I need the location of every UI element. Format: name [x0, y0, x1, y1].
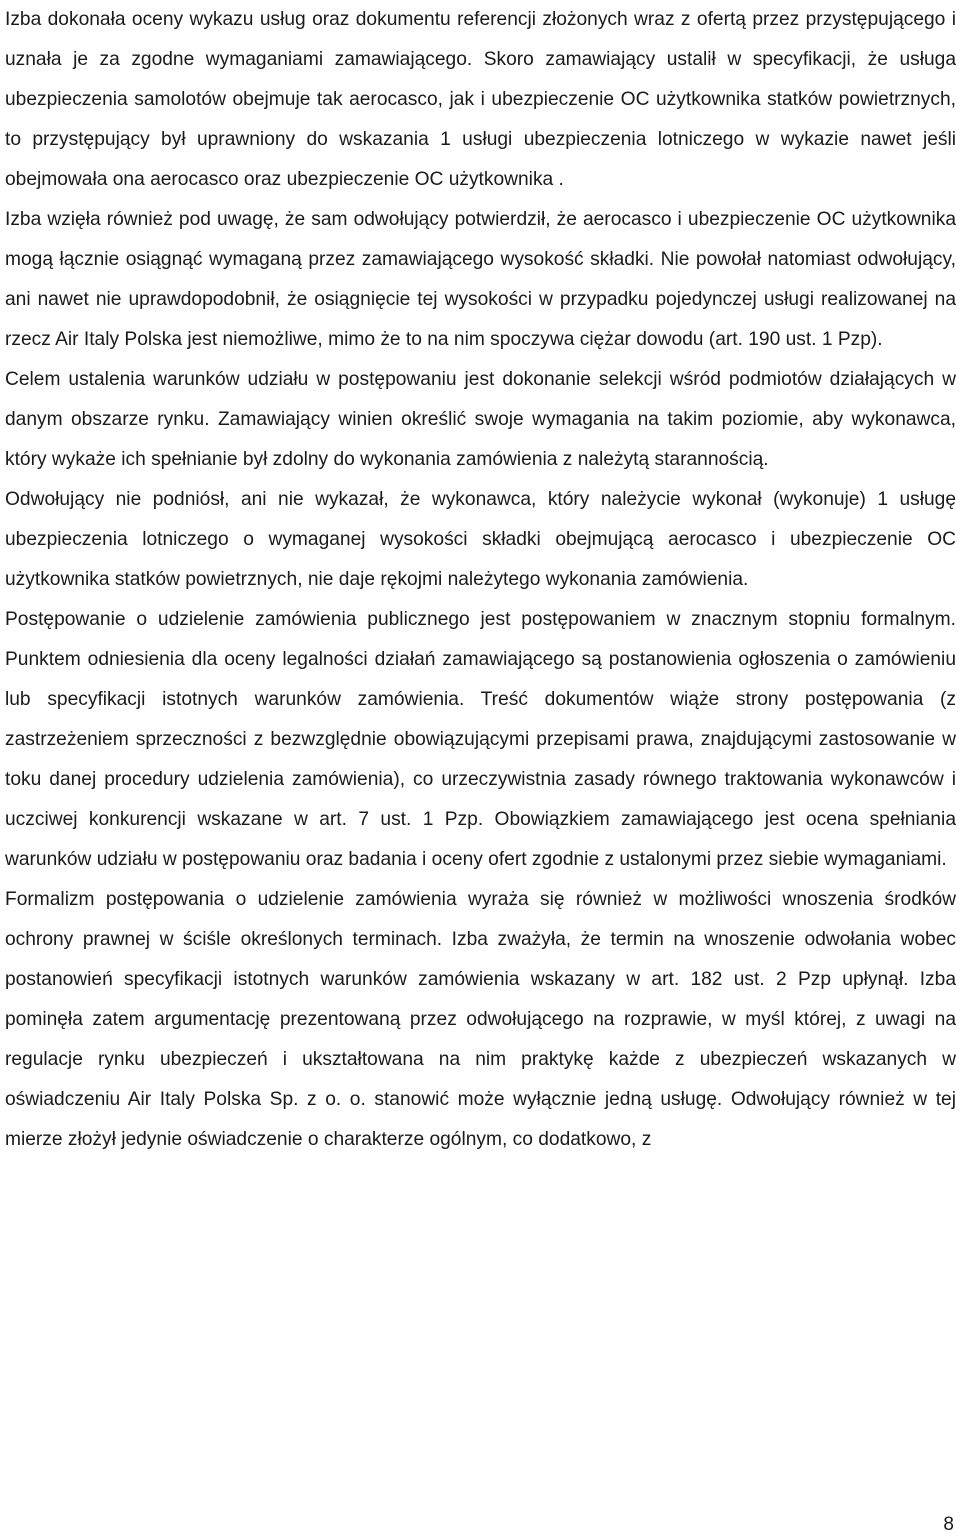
paragraph: Odwołujący nie podniósł, ani nie wykazał, że wykonawca, który należycie wykonał (wykonuje) 1 usługę ubezpieczenia lotniczego o wymaganej wysokości składki obejmującą aerocasco i ubezpieczenie OC użytkownika statków powietrznych, nie daje rękojmi należytego wykonania zamówienia.	[5, 489, 956, 590]
paragraph: Postępowanie o udzielenie zamówienia publicznego jest postępowaniem w znacznym stopniu formalnym. Punktem odniesienia dla oceny legalności działań zamawiającego są postanowienia ogłoszenia o zamówieniu lub specyfikacji istotnych warunków zamówienia. Treść dokumentów wiąże strony postępowania (z zastrzeżeniem sprzeczności z bezwzględnie obowiązującymi przepisami prawa, znajdującymi zastosowanie w toku danej procedury udzielenia zamówienia), co urzeczywistnia zasady równego traktowania wykonawców i uczciwej konkurencji wskazane w art. 7 ust. 1 Pzp. Obowiązkiem zamawiającego jest ocena spełniania warunków udziału w postępowaniu oraz badania i oceny ofert zgodnie z ustalonymi przez siebie wymaganiami.	[5, 609, 956, 870]
document-page	[5, 0, 956, 1160]
page-number: 8	[943, 1514, 954, 1535]
paragraph: Izba dokonała oceny wykazu usług oraz dokumentu referencji złożonych wraz z ofertą przez przystępującego i uznała je za zgodne wymaganiami zamawiającego. Skoro zamawiający ustalił w specyfikacji, że usługa ubezpieczenia samolotów obejmuje tak aerocasco, jak i ubezpieczenie OC użytkownika statków powietrznych, to przystępujący był uprawniony do wskazania 1 usługi ubezpieczenia lotniczego w wykazie nawet jeśli obejmowała ona aerocasco oraz ubezpieczenie OC użytkownika .	[5, 9, 956, 190]
paragraph: Izba wzięła również pod uwagę, że sam odwołujący potwierdził, że aerocasco i ubezpieczenie OC użytkownika mogą łącznie osiągnąć wymaganą przez zamawiającego wysokość składki. Nie powołał natomiast odwołujący, ani nawet nie uprawdopodobnił, że osiągnięcie tej wysokości w przypadku pojedynczej usługi realizowanej na rzecz Air Italy Polska jest niemożliwe, mimo że to na nim spoczywa ciężar dowodu (art. 190 ust. 1 Pzp).	[5, 209, 956, 350]
paragraph: Formalizm postępowania o udzielenie zamówienia wyraża się również w możliwości wnoszenia środków ochrony prawnej w ściśle określonych terminach. Izba zważyła, że termin na wnoszenie odwołania wobec postanowień specyfikacji istotnych warunków zamówienia wskazany w art. 182 ust. 2 Pzp upłynął. Izba pominęła zatem argumentację prezentowaną przez odwołującego na rozprawie, w myśl której, z uwagi na regulacje rynku ubezpieczeń i ukształtowana na nim praktykę każde z ubezpieczeń wskazanych w oświadczeniu Air Italy Polska Sp. z o. o. stanowić może wyłącznie jedną usługę. Odwołujący również w tej mierze złożył jedynie oświadczenie o charakterze ogólnym, co dodatkowo, z	[5, 889, 956, 1150]
paragraph: Celem ustalenia warunków udziału w postępowaniu jest dokonanie selekcji wśród podmiotów działających w danym obszarze rynku. Zamawiający winien określić swoje wymagania na takim poziomie, aby wykonawca, który wykaże ich spełnianie był zdolny do wykonania zamówienia z należytą starannością.	[5, 369, 956, 470]
